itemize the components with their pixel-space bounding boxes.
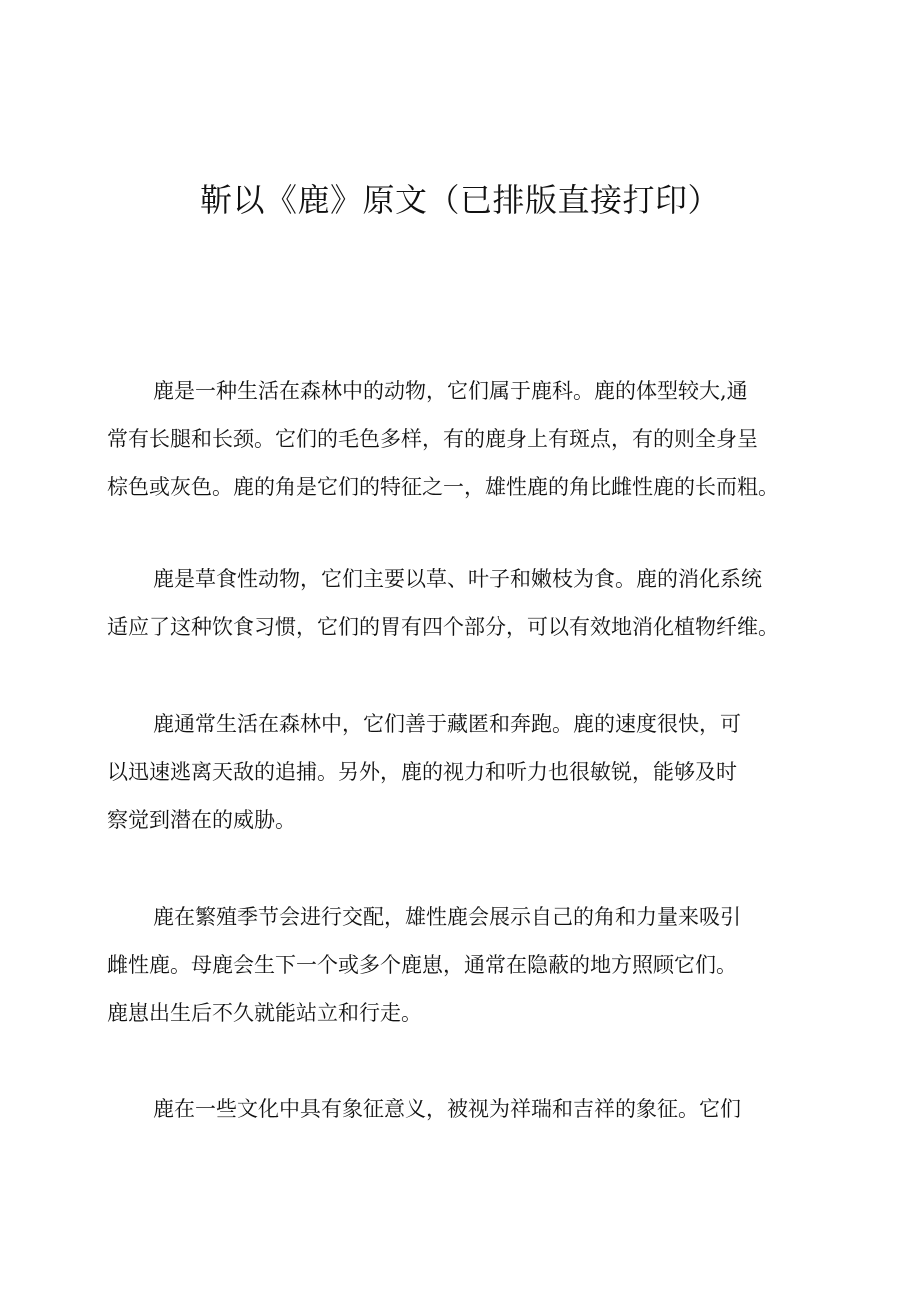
paragraph-line: 鹿通常生活在森林中，它们善于藏匿和奔跑。鹿的速度很快，可 <box>153 712 741 736</box>
paragraph-line: 鹿是草食性动物，它们主要以草、叶子和嫩枝为食。鹿的消化系统 <box>153 567 762 591</box>
paragraph-line: 以迅速逃离天敌的追捕。另外，鹿的视力和听力也很敏锐，能够及时 <box>107 760 737 784</box>
paragraph-line: 雌性鹿。母鹿会生下一个或多个鹿崽，通常在隐蔽的地方照顾它们。 <box>107 953 737 977</box>
paragraph-line: 鹿在一些文化中具有象征意义，被视为祥瑞和吉祥的象征。它们 <box>153 1097 741 1121</box>
paragraph-line: 适应了这种饮食习惯，它们的胃有四个部分，可以有效地消化植物纤维。 <box>107 615 779 639</box>
paragraph <box>107 367 827 511</box>
paragraph-line: 鹿是一种生活在森林中的动物，它们属于鹿科。鹿的体型较大,通 <box>153 379 748 403</box>
paragraph-line: 鹿崽出生后不久就能站立和行走。 <box>107 1001 422 1025</box>
paragraph <box>107 700 827 844</box>
paragraph <box>107 1085 827 1133</box>
paragraph <box>107 893 827 1037</box>
paragraph-line: 常有长腿和长颈。它们的毛色多样，有的鹿身上有斑点，有的则全身呈 <box>107 427 758 451</box>
paragraph-line: 棕色或灰色。鹿的角是它们的特征之一，雄性鹿的角比雌性鹿的长而粗。 <box>107 475 779 499</box>
paragraph <box>107 555 827 651</box>
document-title: 靳以《鹿》原文（已排版直接打印） <box>199 181 720 219</box>
paragraph-line: 察觉到潜在的威胁。 <box>107 808 296 832</box>
paragraph-line: 鹿在繁殖季节会进行交配，雄性鹿会展示自己的角和力量来吸引 <box>153 905 741 929</box>
